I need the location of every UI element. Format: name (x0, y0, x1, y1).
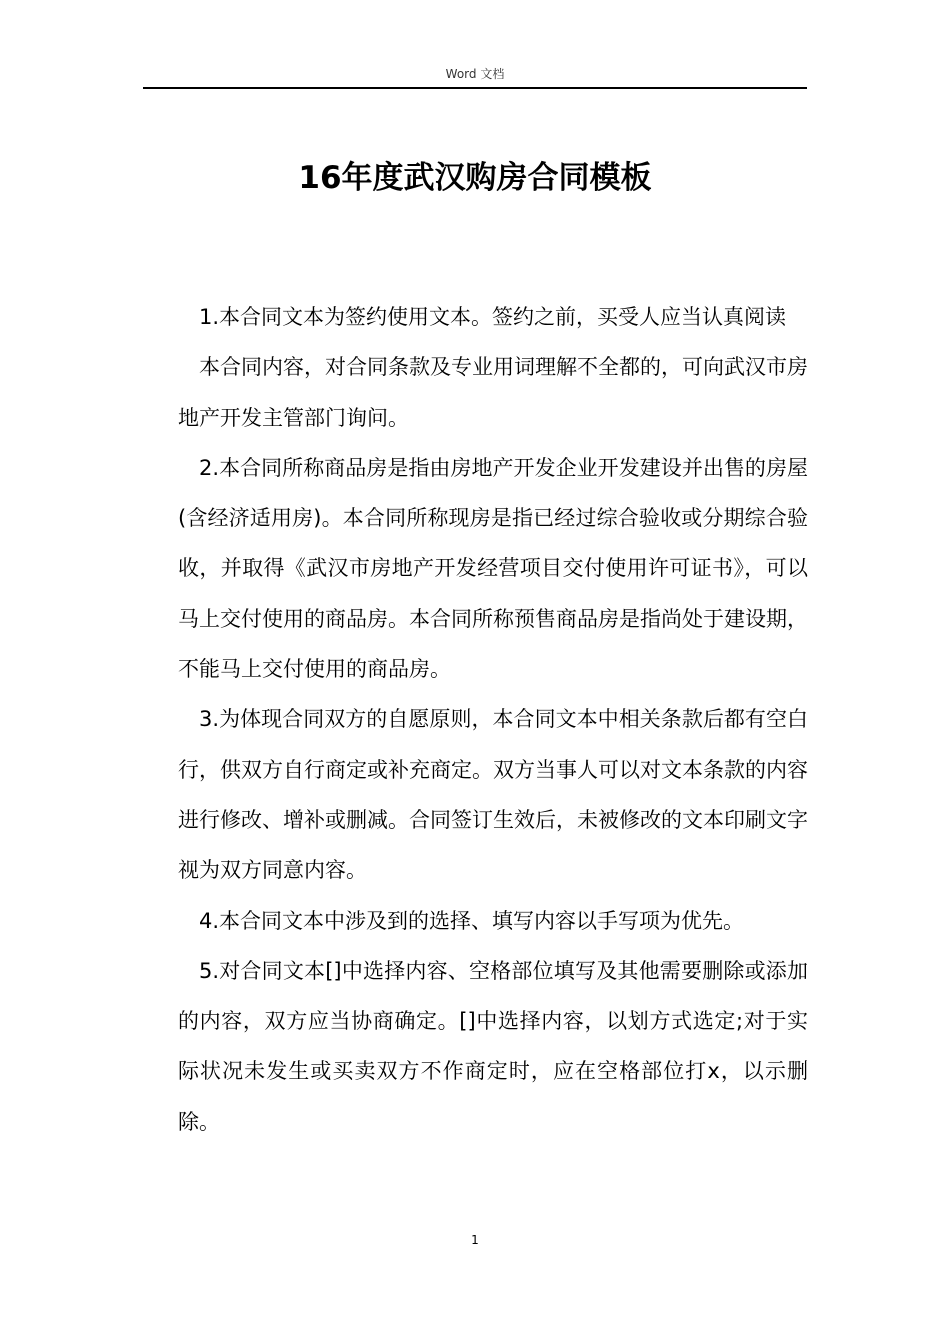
header-divider (143, 87, 807, 89)
document-body (178, 292, 808, 1147)
paragraph-4: 3.为体现合同双方的自愿原则，本合同文本中相关条款后都有空白行，供双方自行商定或补充商定。双方当事人可以对文本条款的内容进行修改、增补或删减。合同签订生效后，未被修改的文本印刷文字视为双方同意内容。 (178, 707, 808, 883)
page-number: 1 (471, 1233, 479, 1247)
page-header-label: Word 文档 (445, 67, 505, 81)
paragraph-6: 5.对合同文本[]中选择内容、空格部位填写及其他需要删除或添加的内容，双方应当协商确定。[]中选择内容，以划方式选定;对于实际状况未发生或买卖双方不作商定时，应在空格部位打x，以示删除。 (178, 958, 808, 1134)
paragraph-3: 2.本合同所称商品房是指由房地产开发企业开发建设并出售的房屋(含经济适用房)。本合同所称现房是指已经过综合验收或分期综合验收，并取得《武汉市房地产开发经营项目交付使用许可证书》，可以马上交付使用的商品房。本合同所称预售商品房是指尚处于建设期，不能马上交付使用的商品房。 (178, 455, 808, 682)
document-title: 16年度武汉购房合同模板 (298, 160, 652, 196)
paragraph-1: 1.本合同文本为签约使用文本。签约之前，买受人应当认真阅读 (199, 305, 787, 329)
paragraph-5: 4.本合同文本中涉及到的选择、填写内容以手写项为优先。 (199, 908, 745, 933)
paragraph-2: 本合同内容，对合同条款及专业用词理解不全都的，可向武汉市房地产开发主管部门询问。 (178, 355, 808, 430)
